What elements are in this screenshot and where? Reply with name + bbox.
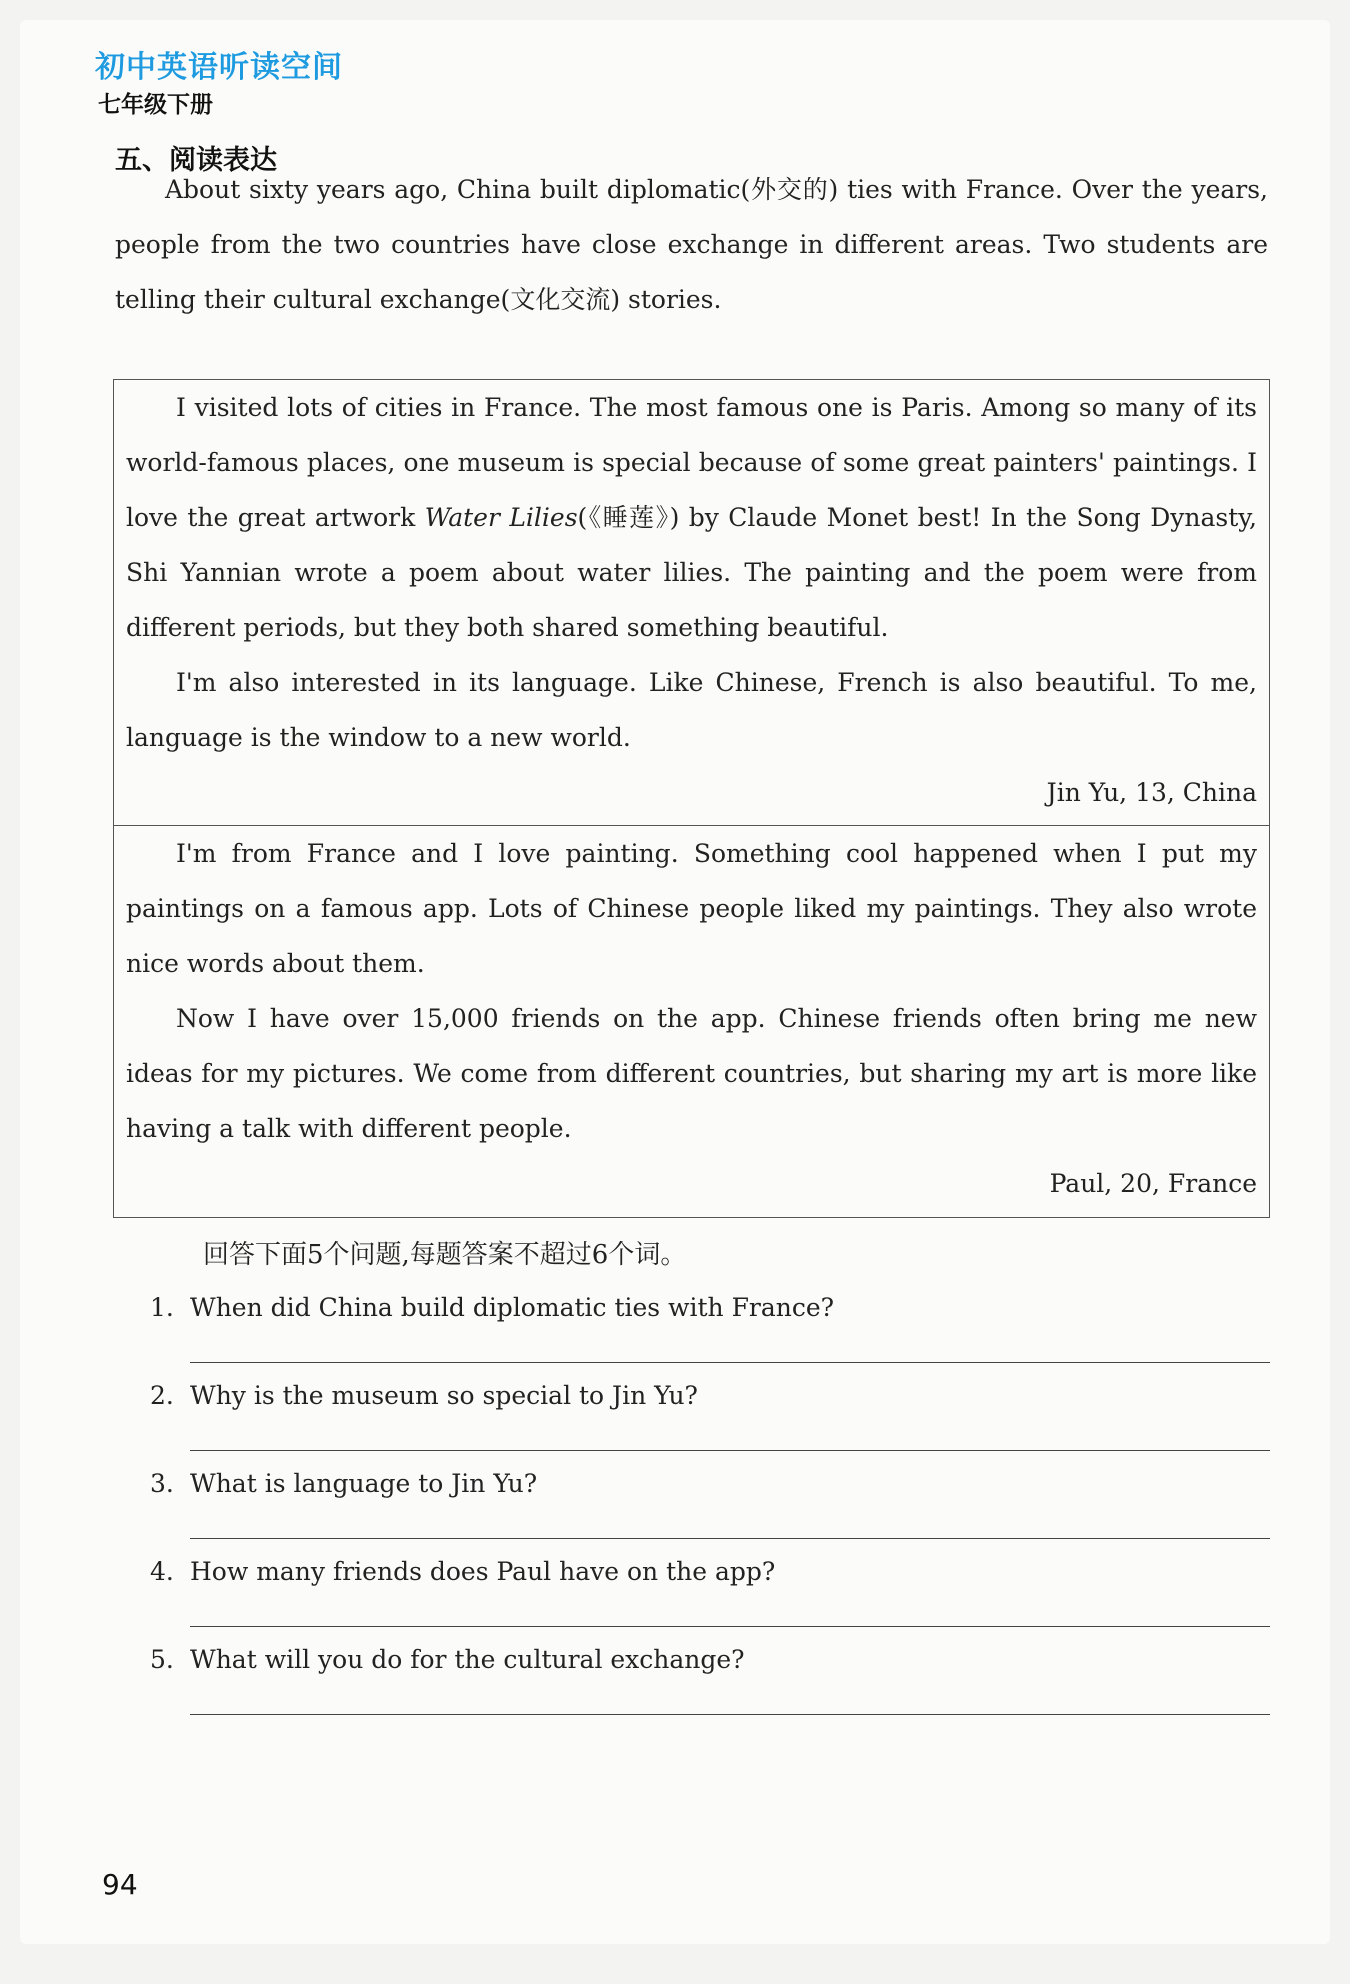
intro-text: About sixty years ago, China built diplomatic(外交的) ties with France. Over the years, people from the two countries have close exchange in different areas. Two students are telling their cultural exchange(文化交流) stories. — [115, 175, 1268, 314]
story-box-jin-yu — [113, 379, 1270, 826]
question-text: Why is the museum so special to Jin Yu? — [190, 1381, 698, 1410]
question-number: 3. — [150, 1469, 174, 1498]
story-box-paul — [113, 826, 1270, 1218]
answer-line-2[interactable] — [190, 1450, 1270, 1451]
page-number: 94 — [102, 1868, 138, 1901]
instruction-text: 回答下面5个问题,每题答案不超过6个词。 — [203, 1240, 687, 1270]
question-3 — [150, 1464, 1268, 1504]
story1-signature: Jin Yu, 13, China — [1046, 778, 1257, 807]
question-number: 2. — [150, 1381, 174, 1410]
story2-paragraph-2: Now I have over 15,000 friends on the app. Chinese friends often bring me new ideas for my pictures. We come from different countries, but sharing my art is more like having a talk with different people. — [126, 1004, 1257, 1143]
question-text: When did China build diplomatic ties with France? — [190, 1293, 835, 1322]
question-text: What will you do for the cultural exchange? — [190, 1645, 745, 1674]
question-1 — [150, 1288, 1268, 1328]
question-5 — [150, 1640, 1268, 1680]
question-text: How many friends does Paul have on the app? — [190, 1557, 776, 1586]
question-number: 4. — [150, 1557, 174, 1586]
story2-paragraph-1: I'm from France and I love painting. Something cool happened when I put my paintings on a famous app. Lots of Chinese people liked my paintings. They also wrote nice words about them. — [126, 839, 1257, 978]
story2-signature: Paul, 20, France — [1049, 1169, 1257, 1198]
artwork-title: Water Lilies — [424, 503, 578, 532]
story1-text-a: I visited lots of cities in France. The most famous one is Paris. Among so many of its world-famous places, one museum is special because of some great painters' paintings. I love the great artwork — [126, 393, 1257, 532]
story1-text-b: (《睡莲》) by Claude Monet best! In the Song Dynasty, Shi Yannian wrote a poem about water lilies. The painting and the poem were from different periods, but they both shared something beautiful. — [126, 503, 1257, 642]
answer-line-3[interactable] — [190, 1538, 1270, 1539]
answer-line-5[interactable] — [190, 1714, 1270, 1715]
story1-paragraph-1 — [126, 380, 1257, 655]
intro-passage — [115, 162, 1268, 327]
question-text: What is language to Jin Yu? — [190, 1469, 538, 1498]
question-4 — [150, 1552, 1268, 1592]
question-2 — [150, 1376, 1268, 1416]
story1-paragraph-2: I'm also interested in its language. Like Chinese, French is also beautiful. To me, language is the window to a new world. — [126, 668, 1257, 752]
page — [20, 20, 1330, 1944]
section-heading: 五、阅读表达 — [115, 145, 277, 176]
question-number: 1. — [150, 1293, 174, 1322]
answer-line-1[interactable] — [190, 1362, 1270, 1363]
question-number: 5. — [150, 1645, 174, 1674]
answer-line-4[interactable] — [190, 1626, 1270, 1627]
book-title: 初中英语听读空间 — [95, 50, 343, 85]
book-subtitle: 七年级下册 — [98, 92, 213, 118]
